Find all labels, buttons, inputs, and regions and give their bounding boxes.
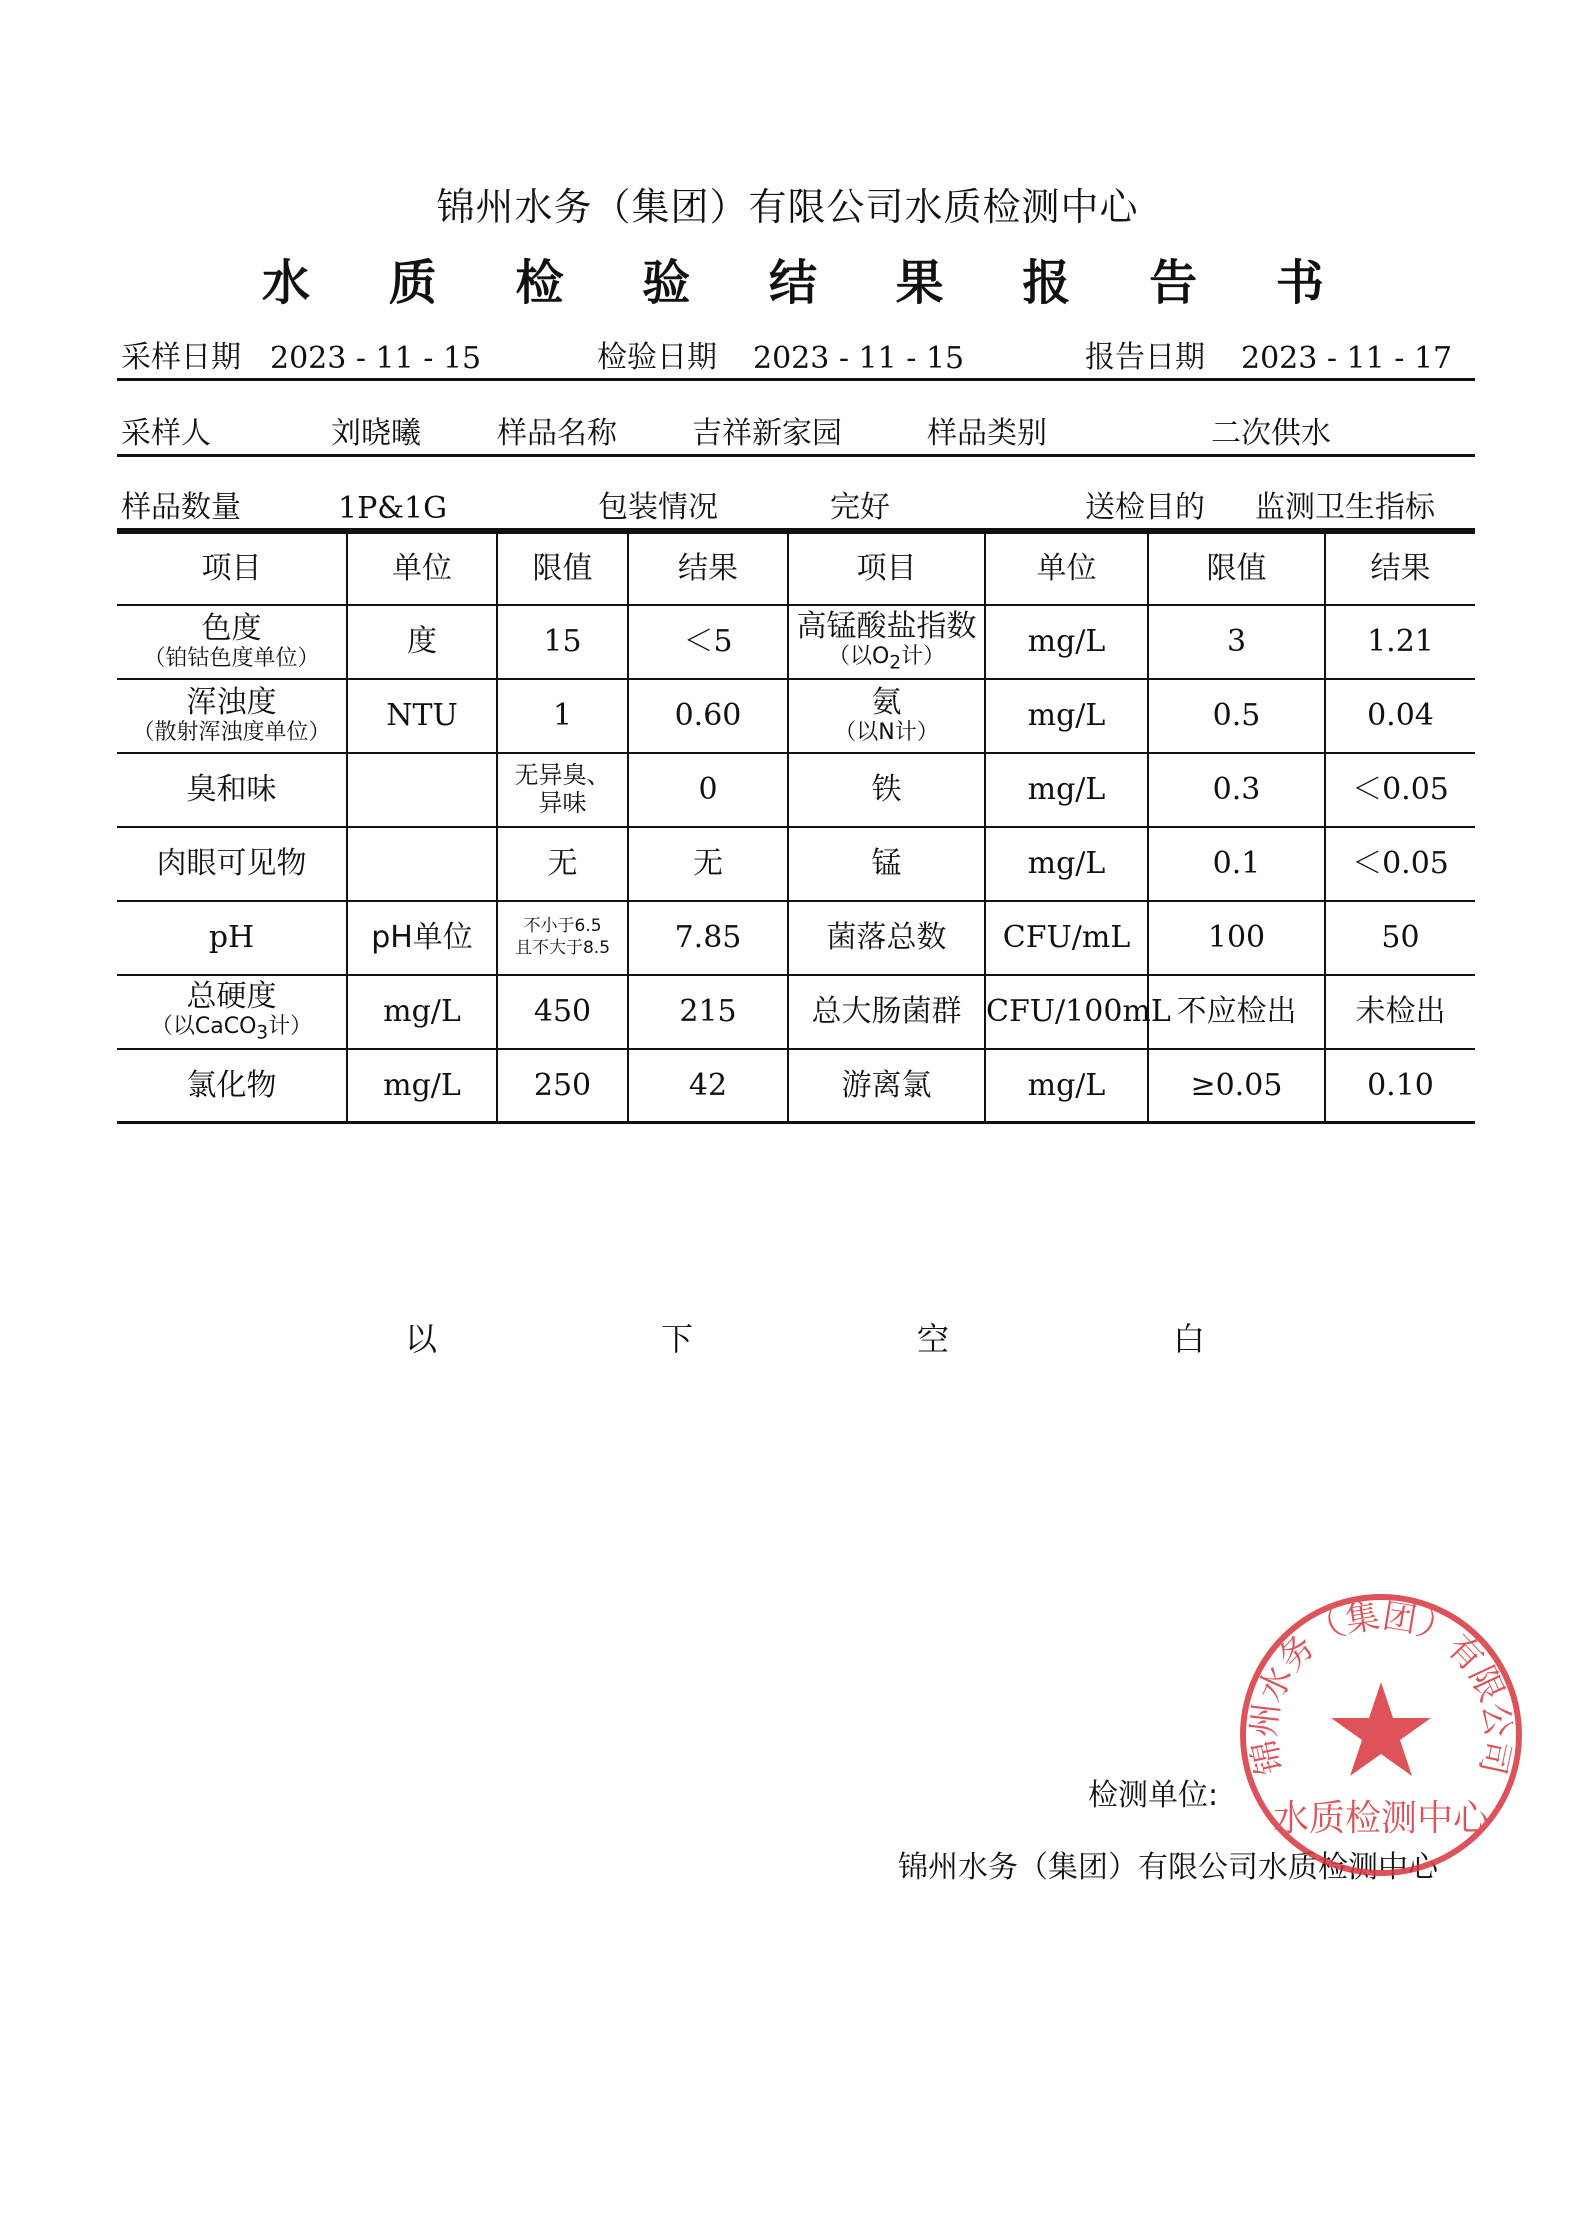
result-cell: 未检出	[1325, 975, 1475, 1049]
title-char: 告	[1149, 255, 1198, 311]
limit-cell	[497, 901, 628, 975]
result-cell: 0.60	[628, 679, 788, 753]
title-char: 验	[642, 255, 691, 311]
blank-below-notice	[405, 1314, 1205, 1360]
organization-name: 锦州水务（集团）有限公司水质检测中心	[436, 185, 1139, 229]
sample-type: 二次供水	[1211, 416, 1331, 451]
item-cell: 肉眼可见物	[117, 827, 347, 901]
sample-type-label: 样品类别	[927, 416, 1047, 451]
results-table	[117, 531, 1475, 1124]
table-row	[117, 679, 1475, 753]
blank-char: 下	[660, 1320, 693, 1358]
sampler: 刘晓曦	[331, 416, 421, 451]
unit-cell: mg/L	[985, 679, 1148, 753]
title-char: 质	[388, 255, 437, 311]
limit-line: 不小于6.5	[523, 916, 602, 937]
unit-cell: mg/L	[985, 827, 1148, 901]
unit-cell	[347, 753, 497, 827]
report-date-label: 报告日期	[1085, 340, 1205, 375]
header-limit: 限值	[1148, 533, 1325, 605]
item-cell: 菌落总数	[788, 901, 985, 975]
result-cell: 42	[628, 1049, 788, 1123]
note-part: （以O	[827, 643, 890, 669]
test-date: 2023 - 11 - 15	[753, 341, 965, 376]
result-cell: 0.10	[1325, 1049, 1475, 1123]
unit-cell: pH单位	[347, 901, 497, 975]
limit-cell: 0.3	[1148, 753, 1325, 827]
seal-arc-text: 锦州水务（集团）有限公司	[1243, 1596, 1519, 1779]
limit-cell: 1	[497, 679, 628, 753]
sample-date: 2023 - 11 - 15	[270, 341, 482, 376]
header-result: 结果	[1325, 533, 1475, 605]
item-note: （以N计）	[834, 719, 939, 745]
note-part: 计）	[268, 1013, 313, 1039]
limit-cell: 15	[497, 605, 628, 679]
item-name: 色度	[201, 610, 262, 646]
packaging-label: 包装情况	[598, 490, 718, 525]
table-row	[117, 975, 1475, 1049]
note-subscript: 2	[889, 652, 901, 674]
result-cell: ＜0.05	[1325, 827, 1475, 901]
limit-cell: 0.1	[1148, 827, 1325, 901]
note-subscript: 3	[256, 1022, 269, 1044]
item-cell: 游离氯	[788, 1049, 985, 1123]
sample-name: 吉祥新家园	[692, 416, 842, 451]
purpose: 监测卫生指标	[1255, 490, 1435, 525]
result-cell: ＜0.05	[1325, 753, 1475, 827]
item-cell	[117, 605, 347, 679]
unit-cell: CFU/mL	[985, 901, 1148, 975]
table-row	[117, 753, 1475, 827]
item-name: 氨	[871, 684, 902, 720]
item-name: 总硬度	[186, 978, 277, 1014]
title-char: 果	[895, 255, 944, 311]
sample-date-label: 采样日期	[121, 340, 241, 375]
sampler-line	[117, 404, 1475, 457]
limit-cell: ≥0.05	[1148, 1049, 1325, 1123]
header-unit: 单位	[985, 533, 1148, 605]
dates-line	[117, 330, 1475, 381]
unit-cell: CFU/100mL	[985, 975, 1148, 1049]
quantity: 1P&1G	[338, 491, 448, 526]
limit-cell: 3	[1148, 605, 1325, 679]
packaging: 完好	[830, 490, 890, 525]
table-header-row	[117, 533, 1475, 605]
item-cell: 总大肠菌群	[788, 975, 985, 1049]
header-result: 结果	[628, 533, 788, 605]
limit-line: 无异臭、	[514, 760, 611, 789]
limit-cell: 不应检出	[1148, 975, 1325, 1049]
unit-cell: mg/L	[985, 753, 1148, 827]
unit-cell: mg/L	[985, 605, 1148, 679]
item-note: （铂钴色度单位）	[143, 645, 320, 671]
star-icon	[1331, 1682, 1431, 1776]
title-char: 水	[262, 255, 311, 311]
item-cell: 臭和味	[117, 753, 347, 827]
result-cell: 215	[628, 975, 788, 1049]
item-cell	[788, 679, 985, 753]
item-note	[117, 1015, 346, 1044]
unit-cell: mg/L	[347, 1049, 497, 1123]
seal-bottom-text: 水质检测中心	[1272, 1798, 1490, 1839]
item-cell	[117, 679, 347, 753]
quantity-label: 样品数量	[121, 490, 241, 525]
quantity-line	[117, 480, 1475, 531]
table-row	[117, 901, 1475, 975]
test-date-label: 检验日期	[597, 340, 717, 375]
testing-unit-name: 锦州水务（集团）有限公司水质检测中心	[898, 1850, 1438, 1885]
item-note: （散射浑浊度单位）	[132, 719, 331, 745]
unit-cell: 度	[347, 605, 497, 679]
result-cell: 7.85	[628, 901, 788, 975]
header-item: 项目	[117, 533, 347, 605]
limit-line: 异味	[538, 788, 587, 817]
limit-cell: 250	[497, 1049, 628, 1123]
limit-cell: 无	[497, 827, 628, 901]
item-cell: 锰	[788, 827, 985, 901]
unit-cell: mg/L	[347, 975, 497, 1049]
unit-cell	[347, 827, 497, 901]
header-unit: 单位	[347, 533, 497, 605]
item-cell	[117, 975, 347, 1049]
title-char: 书	[1275, 255, 1324, 311]
result-cell: 无	[628, 827, 788, 901]
limit-line: 且不大于8.5	[514, 937, 611, 958]
item-cell: 氯化物	[117, 1049, 347, 1123]
header-limit: 限值	[497, 533, 628, 605]
limit-cell: 100	[1148, 901, 1325, 975]
official-seal	[1236, 1590, 1526, 1880]
table-row	[117, 1049, 1475, 1123]
table-row	[117, 605, 1475, 679]
note-part: 计）	[900, 643, 945, 669]
blank-char: 白	[1172, 1320, 1205, 1358]
item-name: 高锰酸盐指数	[796, 608, 977, 644]
result-cell: 1.21	[1325, 605, 1475, 679]
purpose-label: 送检目的	[1085, 490, 1205, 525]
report-title	[262, 244, 1324, 311]
limit-cell: 450	[497, 975, 628, 1049]
sample-name-label: 样品名称	[497, 416, 617, 451]
item-cell: 铁	[788, 753, 985, 827]
item-name: 浑浊度	[186, 684, 277, 720]
result-cell: 50	[1325, 901, 1475, 975]
testing-unit-label: 检测单位:	[1088, 1778, 1219, 1813]
blank-char: 空	[916, 1320, 949, 1358]
table-row	[117, 827, 1475, 901]
result-cell: 0	[628, 753, 788, 827]
title-char: 结	[768, 255, 817, 311]
result-cell: ＜5	[628, 605, 788, 679]
header-item: 项目	[788, 533, 985, 605]
limit-cell: 0.5	[1148, 679, 1325, 753]
limit-cell	[497, 753, 628, 827]
unit-cell: mg/L	[985, 1049, 1148, 1123]
item-cell: pH	[117, 901, 347, 975]
item-note	[789, 645, 984, 674]
note-part: （以CaCO	[150, 1013, 257, 1039]
sampler-label: 采样人	[121, 416, 211, 451]
item-cell	[788, 605, 985, 679]
result-cell: 0.04	[1325, 679, 1475, 753]
blank-char: 以	[405, 1320, 438, 1358]
report-date: 2023 - 11 - 17	[1241, 341, 1453, 376]
title-char: 报	[1022, 255, 1071, 311]
unit-cell: NTU	[347, 679, 497, 753]
title-char: 检	[515, 255, 564, 311]
